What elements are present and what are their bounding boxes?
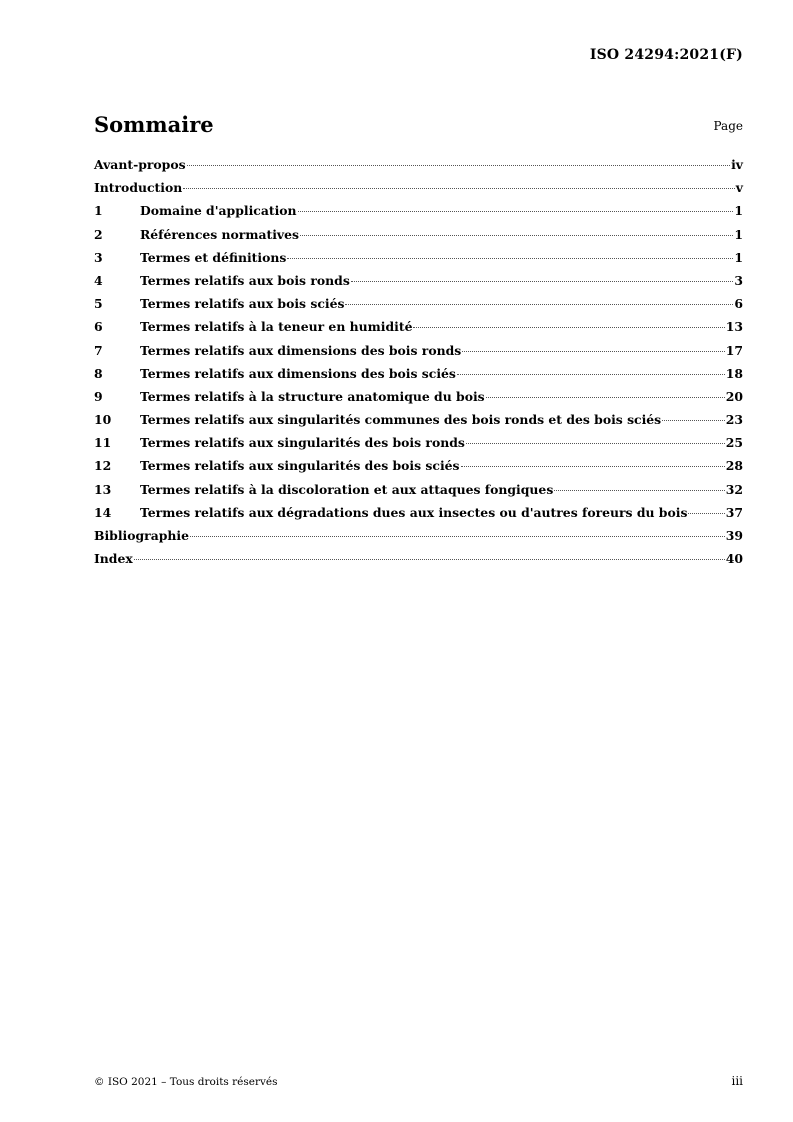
toc-entry-number: 6 — [94, 319, 103, 335]
toc-dot-leader — [486, 397, 725, 398]
toc-entry-page: 32 — [725, 481, 743, 497]
toc-dot-leader — [662, 420, 725, 421]
toc-dot-leader — [554, 490, 724, 491]
toc-entry-page: 39 — [725, 528, 743, 543]
toc-entry[interactable] — [94, 547, 743, 570]
toc-entry[interactable] — [94, 339, 743, 362]
toc-entry-page: 20 — [725, 388, 743, 404]
toc-entry-page: 1 — [734, 226, 743, 242]
toc-entry-label: Introduction — [94, 180, 183, 196]
toc-entry-number: 7 — [94, 342, 103, 358]
toc-entry-page: 3 — [734, 272, 743, 288]
toc-entry-label: Termes et définitions — [140, 249, 287, 265]
toc-dot-leader — [190, 536, 725, 537]
toc-entry-page: 6 — [734, 296, 743, 312]
toc-entry[interactable] — [94, 362, 743, 385]
toc-entry-number: 2 — [94, 226, 103, 242]
toc-entry-number: 4 — [94, 272, 103, 288]
toc-entry[interactable] — [94, 199, 743, 222]
toc-entry-label: Termes relatifs aux bois ronds — [140, 272, 350, 288]
toc-entry-number: 3 — [94, 249, 103, 265]
toc-entry[interactable] — [94, 315, 743, 338]
toc-entry-label: Termes relatifs aux dégradations dues aux insectes ou d'autres foreurs du bois — [140, 504, 688, 520]
toc-dot-leader — [287, 258, 733, 259]
toc-entry[interactable] — [94, 176, 743, 199]
toc-entry-page: 13 — [725, 319, 743, 335]
toc-entry-page: 37 — [725, 504, 743, 520]
toc-entry-page: 1 — [734, 249, 743, 265]
toc-entry-page: 23 — [725, 412, 743, 428]
toc-entry-number: 9 — [94, 388, 103, 404]
toc-entry-page: v — [735, 180, 743, 196]
toc-entry-number: 5 — [94, 296, 103, 312]
toc-entry[interactable] — [94, 408, 743, 431]
toc-dot-leader — [462, 351, 725, 352]
toc-dot-leader — [187, 165, 731, 166]
toc-entry-label: Bibliographie — [94, 528, 190, 543]
toc-entry[interactable] — [94, 524, 743, 547]
toc-entry-page: 25 — [725, 435, 743, 451]
toc-entry[interactable] — [94, 153, 743, 176]
toc-dot-leader — [134, 559, 725, 560]
footer-copyright: © ISO 2021 – Tous droits réservés — [94, 1076, 278, 1088]
toc-entry-number: 8 — [94, 365, 103, 381]
toc-entry-page: 1 — [734, 203, 743, 219]
toc-entry-label: Termes relatifs aux singularités communes des bois ronds et des bois sciés — [140, 412, 662, 428]
toc-entry[interactable] — [94, 454, 743, 477]
toc-entry-label: Termes relatifs aux singularités des bois ronds — [140, 435, 465, 451]
toc-entry-page: 28 — [725, 458, 743, 474]
toc-entry-label: Termes relatifs à la teneur en humidité — [140, 319, 413, 335]
toc-entry[interactable] — [94, 292, 743, 315]
toc-entry-label: Termes relatifs aux dimensions des bois sciés — [140, 365, 456, 381]
toc-entry-page: iv — [731, 157, 743, 172]
document-id: ISO 24294:2021(F) — [589, 47, 743, 63]
toc-dot-leader — [298, 211, 734, 212]
toc-entry-number: 10 — [94, 412, 112, 428]
toc-entry-number: 13 — [94, 481, 112, 497]
toc-entry[interactable] — [94, 269, 743, 292]
toc-title: Sommaire — [94, 112, 214, 137]
toc-entry-label: Termes relatifs aux bois sciés — [140, 296, 345, 312]
toc-dot-leader — [461, 466, 725, 467]
toc-entry-label: Termes relatifs à la discoloration et aux attaques fongiques — [140, 481, 554, 497]
toc-dot-leader — [457, 374, 725, 375]
toc-dot-leader — [688, 513, 724, 514]
toc-entry-number: 1 — [94, 203, 103, 219]
toc-entry-label: Références normatives — [140, 226, 299, 242]
toc-dot-leader — [183, 188, 735, 189]
toc-entry[interactable] — [94, 478, 743, 501]
toc-entry-number: 14 — [94, 504, 112, 520]
toc-entry-page: 18 — [725, 365, 743, 381]
toc-entry-label: Termes relatifs aux dimensions des bois ronds — [140, 342, 462, 358]
toc-entry[interactable] — [94, 501, 743, 524]
toc-entry-page: 17 — [725, 342, 743, 358]
toc-entry[interactable] — [94, 246, 743, 269]
toc-dot-leader — [351, 281, 734, 282]
toc-entry-number: 12 — [94, 458, 112, 474]
toc-dot-leader — [345, 304, 733, 305]
toc-entry[interactable] — [94, 431, 743, 454]
toc-header — [94, 112, 743, 140]
toc-entry[interactable] — [94, 223, 743, 246]
toc-entry-number: 11 — [94, 435, 112, 451]
toc-entry-label: Termes relatifs aux singularités des bois sciés — [140, 458, 460, 474]
footer-page-number: iii — [731, 1074, 743, 1088]
toc-dot-leader — [300, 235, 733, 236]
toc-entry-label: Index — [94, 551, 133, 567]
toc-entry[interactable] — [94, 385, 743, 408]
toc-entry-page: 40 — [725, 551, 743, 567]
toc-entry-label: Domaine d'application — [140, 203, 297, 219]
toc-entry-label: Avant-propos — [94, 157, 186, 172]
page-column-label: Page — [713, 119, 743, 133]
toc-entry-label: Termes relatifs à la structure anatomique du bois — [140, 388, 485, 404]
table-of-contents — [94, 153, 743, 570]
toc-dot-leader — [413, 327, 724, 328]
toc-dot-leader — [466, 443, 725, 444]
